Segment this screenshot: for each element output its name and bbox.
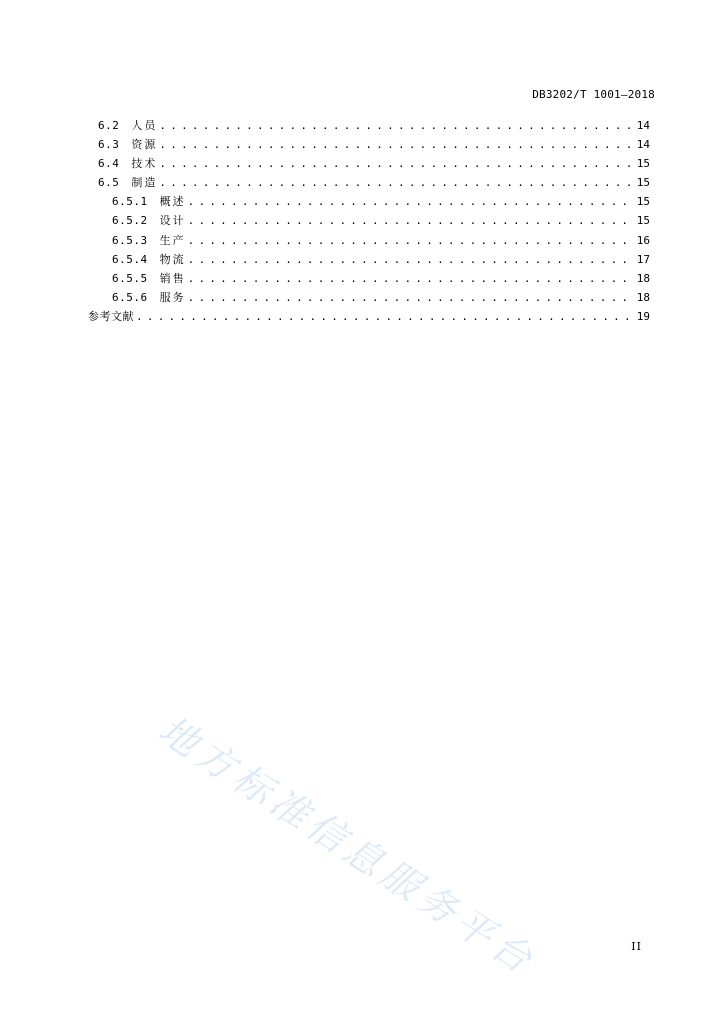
toc-entry-number: 6.4 <box>98 157 120 171</box>
table-of-contents <box>88 116 650 326</box>
toc-entry-page: 15 <box>636 195 650 209</box>
toc-entry-title: 生产 <box>159 233 186 247</box>
toc-entry-title: 制造 <box>131 176 158 190</box>
toc-entry-title: 参考文献 <box>88 309 134 323</box>
toc-entry[interactable] <box>88 231 650 250</box>
toc-entry-title: 技术 <box>131 157 158 171</box>
toc-entry-title: 人员 <box>131 119 158 132</box>
toc-entry-page: 17 <box>636 252 650 266</box>
toc-entry-page: 15 <box>636 157 650 171</box>
toc-entry-page: 15 <box>636 214 650 228</box>
toc-entry-number: 6.5.5 <box>112 271 148 285</box>
toc-entry[interactable] <box>88 116 650 135</box>
toc-entry[interactable] <box>88 173 650 192</box>
toc-entry-number: 6.5.2 <box>112 214 148 228</box>
toc-entry[interactable] <box>88 269 650 288</box>
toc-entry-number: 6.5.3 <box>112 233 148 247</box>
toc-entry[interactable] <box>88 288 650 307</box>
toc-entry-number: 6.5.1 <box>112 195 148 209</box>
toc-leader-dots <box>188 231 632 250</box>
toc-entry-page: 19 <box>636 309 650 323</box>
toc-entry-page: 18 <box>636 271 650 285</box>
toc-entry-title: 服务 <box>159 290 186 304</box>
toc-entry[interactable] <box>88 135 650 154</box>
page-number: II <box>631 940 642 953</box>
toc-leader-dots <box>159 154 632 173</box>
toc-entry[interactable] <box>88 154 650 173</box>
toc-leader-dots <box>188 192 632 211</box>
toc-entry-page: 16 <box>636 233 650 247</box>
toc-entry[interactable] <box>88 250 650 269</box>
toc-leader-dots <box>188 211 632 230</box>
toc-entry-number: 6.2 <box>98 119 120 132</box>
toc-leader-dots <box>159 173 632 192</box>
toc-entry[interactable] <box>88 211 650 230</box>
toc-leader-dots <box>159 116 632 135</box>
toc-entry-number: 6.3 <box>98 138 120 152</box>
toc-entry-title: 概述 <box>159 195 186 209</box>
toc-entry-page: 14 <box>636 119 650 132</box>
toc-leader-dots <box>136 307 632 326</box>
toc-entry-title: 资源 <box>131 138 158 152</box>
toc-entry-page: 14 <box>636 138 650 152</box>
watermark: 地方标准信息服务平台 <box>151 707 545 985</box>
toc-leader-dots <box>188 269 632 288</box>
toc-leader-dots <box>159 135 632 154</box>
toc-entry-page: 18 <box>636 290 650 304</box>
toc-entry-title: 物流 <box>159 252 186 266</box>
toc-leader-dots <box>188 288 632 307</box>
document-id: DB3202/T 1001—2018 <box>532 88 655 101</box>
toc-entry[interactable] <box>88 192 650 211</box>
toc-entry-page: 15 <box>636 176 650 190</box>
toc-entry-number: 6.5.4 <box>112 252 148 266</box>
toc-entry-number: 6.5 <box>98 176 120 190</box>
toc-leader-dots <box>188 250 632 269</box>
toc-entry-number: 6.5.6 <box>112 290 148 304</box>
toc-entry[interactable] <box>88 307 650 326</box>
toc-entry-title: 设计 <box>159 214 186 228</box>
toc-entry-title: 销售 <box>159 271 186 285</box>
